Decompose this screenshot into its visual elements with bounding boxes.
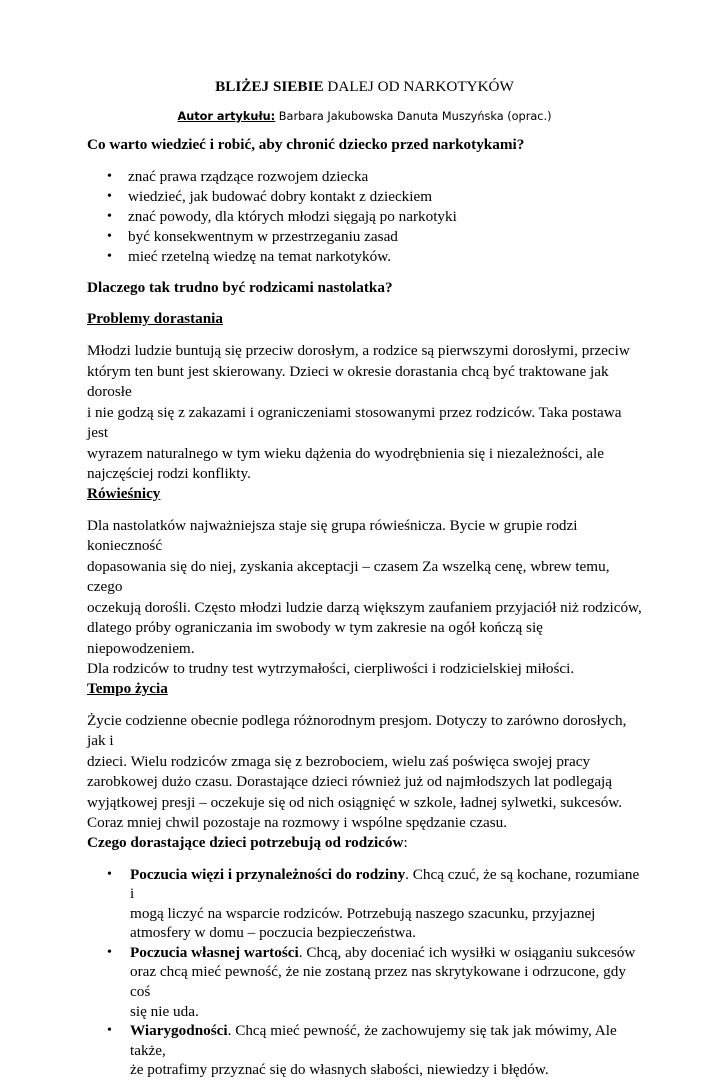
rowiesnicy-heading: Rówieśnicy <box>87 485 642 503</box>
bullet-icon: • <box>107 187 112 207</box>
list-item: • mieć rzetelną wiedzę na temat narkotyków. <box>87 247 642 267</box>
rowiesnicy-paragraph: Dla nastolatków najważniejsza staje się grupa rówieśnicza. Bycie w grupie rodzi konieczność dopasowania się do niej, zyskania akceptacji – czasem Za wszelką cenę, wbrew temu, czego oczekują dorośli. Często młodzi ludzie darzą większym zaufaniem przyjaciół niż rodziców, dlatego próby ograniczania im swobody w tym zakresie na ogół kończą się niepowodzeniem. Dla rodziców to trudny test wytrzymałości, cierpliwości i rodzicielskiej miłości. <box>87 516 642 680</box>
list-item: • Wiarygodności. Chcą mieć pewność, że zachowujemy się tak jak mówimy, Ale także, że potrafimy przyznać się do własnych słabości, niewiedzy i błędów. <box>87 1021 642 1080</box>
section4-list <box>87 865 642 1080</box>
section4-heading: Czego dorastające dzieci potrzebują od rodziców: <box>87 834 642 852</box>
document-page <box>87 78 642 1080</box>
document-title <box>87 78 642 96</box>
bullet-icon: • <box>107 943 112 963</box>
tempo-heading: Tempo życia <box>87 680 642 698</box>
author-line <box>87 110 642 124</box>
list-item: • być konsekwentnym w przestrzeganiu zasad <box>87 227 642 247</box>
section1-heading: Co warto wiedzieć i robić, aby chronić dziecko przed narkotykami? <box>87 136 642 154</box>
bullet-icon: • <box>107 207 112 227</box>
list-item: • Poczucia własnej wartości. Chcą, aby doceniać ich wysiłki w osiąganiu sukcesów oraz chcą mieć pewność, że nie zostaną przez nas skrytykowane i odrzucone, gdy coś się nie uda. <box>87 943 642 1021</box>
section2-heading: Dlaczego tak trudno być rodzicami nastolatka? <box>87 279 642 297</box>
bullet-icon: • <box>107 227 112 247</box>
list-item: • wiedzieć, jak budować dobry kontakt z dzieckiem <box>87 187 642 207</box>
title-normal: DALEJ OD NARKOTYKÓW <box>327 78 513 95</box>
title-bold: BLIŻEJ SIEBIE <box>215 78 323 95</box>
list-item: • znać prawa rządzące rozwojem dziecka <box>87 167 642 187</box>
bullet-icon: • <box>107 1021 112 1041</box>
bullet-icon: • <box>107 167 112 187</box>
list-item: • znać powody, dla których młodzi sięgają po narkotyki <box>87 207 642 227</box>
section1-list <box>87 167 642 267</box>
author-label: Autor artykułu: <box>177 110 275 123</box>
tempo-paragraph: Życie codzienne obecnie podlega różnorodnym presjom. Dotyczy to zarówno dorosłych, jak i dzieci. Wielu rodziców zmaga się z bezrobociem, wielu zaś poświęca swojej pracy zarobkowej dużo czasu. Dorastające dzieci również już od najmłodszych lat podlegają wyjątkowej presji – oczekuje się od nich osiągnięć w szkole, ładnej sylwetki, sukcesów. Coraz mniej chwil pozostaje na rozmowy i wspólne spędzanie czasu. <box>87 711 642 834</box>
problemy-heading: Problemy dorastania <box>87 310 642 328</box>
author-names: Barbara Jakubowska Danuta Muszyńska (oprac.) <box>279 110 552 123</box>
list-item: • Poczucia więzi i przynależności do rodziny. Chcą czuć, że są kochane, rozumiane i mogą liczyć na wsparcie rodziców. Potrzebują naszego szacunku, przyjaznej atmosfery w domu – poczucia bezpieczeństwa. <box>87 865 642 943</box>
bullet-icon: • <box>107 247 112 267</box>
problemy-paragraph: Młodzi ludzie buntują się przeciw dorosłym, a rodzice są pierwszymi dorosłymi, przeciw którym ten bunt jest skierowany. Dzieci w okresie dorastania chcą być traktowane jak dorosłe i nie godzą się z zakazami i ograniczeniami stosowanymi przez rodziców. Taka postawa jest wyrazem naturalnego w tym wieku dążenia do wyodrębnienia się i niezależności, ale najczęściej rodzi konflikty. <box>87 341 642 485</box>
bullet-icon: • <box>107 865 112 885</box>
